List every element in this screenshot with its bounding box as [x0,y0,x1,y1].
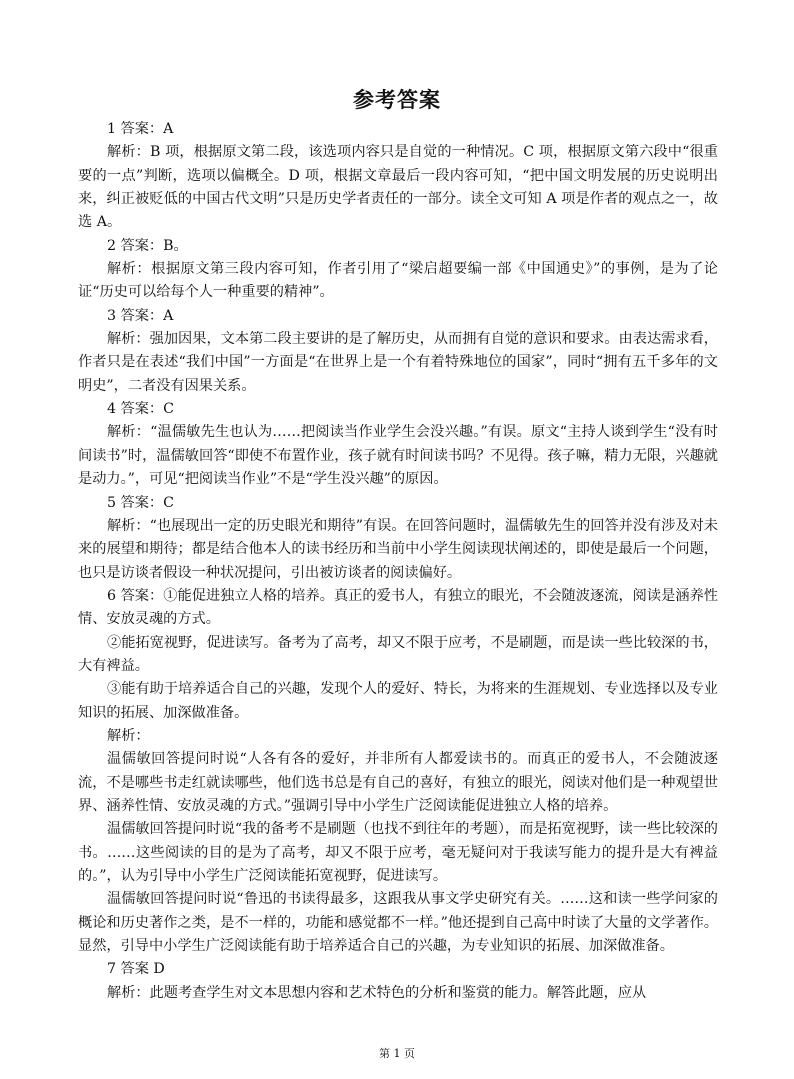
answer-paragraph: 解析：强加因果，文本第二段主要讲的是了解历史，从而拥有自觉的意识和要求。由表达需求看，作者只是在表述“我们中国”一方面是“在世界上是一个有着特殊地位的国家”，同时“拥有五千多年的文明史”，二者没有因果关系。 [78,331,718,394]
answer-paragraph: 2 答案：B。 [107,237,188,254]
page-number: 第 1 页 [379,1047,415,1060]
answer-paragraph: 温儒敏回答提问时说“鲁迅的书读得最多，这跟我从事文学史研究有关。……这和读一些学问家的概论和历史著作之类，是不一样的，功能和感觉都不一样。”他还提到自己高中时读了大量的文学著作。显然，引导中小学生广泛阅读能有助于培养适合自己的兴趣，为专业知识的拓展、加深做准备。 [78,891,718,955]
answer-paragraph: 解析：“温儒敏先生也认为……把阅读当作业学生会没兴趣。”有误。原文“主持人谈到学生“没有时间读书”时，温儒敏回答“即使不布置作业，孩子就有时间读书吗？不见得。孩子嘛，精力无限，兴趣就是动力。”，可见“把阅读当作业”不是“学生没兴趣”的原因。 [78,424,718,488]
answer-paragraph: 7 答案 D [107,961,165,978]
answer-paragraph: 4 答案：C [107,401,174,418]
answer-paragraph: 解析：B 项，根据原文第二段，该选项内容只是自觉的一种情况。C 项，根据原文第六段中“很重要的一点”判断，选项以偏概全。D 项，根据文章最后一段内容可知，“把中国文明发展的历史说明出来，纠正被贬低的中国古代文明”只是历史学者责任的一部分。读全文可知 A 项是作者的观点之一，故选 A。 [78,144,718,231]
answer-paragraph: 解析： [107,727,150,744]
answer-paragraph: ②能拓宽视野，促进读写。备考为了高考，却又不限于应考，不是刷题，而是读一些比较深的书，大有裨益。 [78,634,718,674]
page-title: 参考答案 [353,88,441,112]
answer-paragraph: 5 答案：C [107,494,174,511]
answer-paragraph: ③能有助于培养适合自己的兴趣，发现个人的爱好、特长，为将来的生涯规划、专业选择以及专业知识的拓展、加深做准备。 [78,681,718,721]
answer-paragraph: 6 答案：①能促进独立人格的培养。真正的爱书人，有独立的眼光，不会随波逐流，阅读是涵养性情、安放灵魂的方式。 [78,587,718,628]
answer-paragraph: 温儒敏回答提问时说“人各有各的爱好，并非所有人都爱读书的。而真正的爱书人，不会随波逐流，不是哪些书走红就读哪些，他们选书总是有自己的喜好，有独立的眼光，阅读对他们是一种观望世界、涵养性情、安放灵魂的方式。”强调引导中小学生广泛阅读能促进独立人格的培养。 [78,751,718,814]
answer-paragraph: 3 答案：A [107,307,174,324]
answer-paragraph: 解析：根据原文第三段内容可知，作者引用了“梁启超要编一部《中国通史》”的事例，是为了论证“历史可以给每个人一种重要的精神”。 [78,261,718,301]
answer-paragraph: 温儒敏回答提问时说“我的备考不是刷题（也找不到往年的考题），而是拓宽视野，读一些比较深的书。……这些阅读的目的是为了高考，却又不限于应考，毫无疑问对于我读写能力的提升是大有裨益的。”，认为引导中小学生广泛阅读能拓宽视野，促进读写。 [78,821,718,884]
answer-paragraph: 解析：此题考查学生对文本思想内容和艺术特色的分析和鉴赏的能力。解答此题，应从 [107,984,647,1001]
answer-content [78,118,718,1005]
answer-paragraph: 解析：“也展现出一定的历史眼光和期待”有误。在回答问题时，温儒敏先生的回答并没有涉及对未来的展望和期待；都是结合他本人的读书经历和当前中小学生阅读现状阐述的，即使是最后一个问题，也只是访谈者假设一种状况提问，引出被访谈者的阅读偏好。 [78,517,718,581]
answer-paragraph: 1 答案：A [107,121,174,137]
